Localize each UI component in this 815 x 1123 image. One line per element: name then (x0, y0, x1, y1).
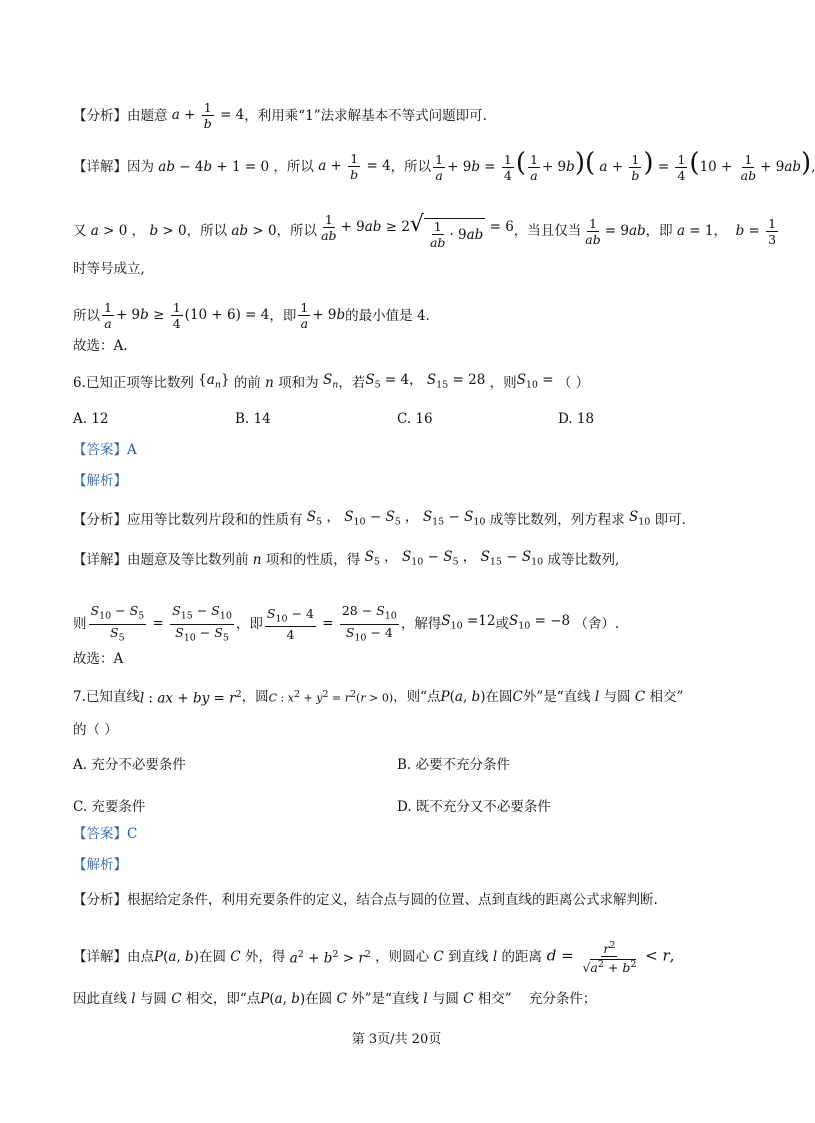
equation-6: 则 $\frac{S_{10} - S_5}{S_5}$ = $\frac{S_{15} - S_{10}}{S_{10} - S_5}$ ，即 $\frac{S_{10} - 4}{4}$ = $\frac{28 - S_{10}}{S_{10} - 4}$ ，解得 $S_{10} =12$ 或 $S_{10} = -8$ （舍）. (73, 603, 620, 643)
detail-line-4: 所以 $\frac{1}{a}$ + 9b ≥ $\frac{1}{4}$ (10 + 6) = 4 ，即 $\frac{1}{a}$ + 9b 的最小值是 4. (73, 300, 430, 331)
detail-line-2: 又 a > 0 ， b > 0 ，所以 ab > 0 ，所以 $\frac{1}{ab}$ + 9ab ≥ 2√ $\frac{1}{ab}$ · 9 ab = 6 ，当且仅当 $\frac{1}{ab}$ = 9ab ，即 a = 1 ， b = $\frac{1}{3}$ (73, 212, 780, 250)
math-expr: $S_5 = 4$， $S_{15} = 28$ (365, 372, 490, 391)
math-expr: $\frac{1}{ab}$ + 9ab ≥ 2√ $\frac{1}{ab}$ · 9 ab = 6 (321, 212, 514, 250)
analysis-6: 【分析】 应用等比数列片段和的性质有 $S_5$ ， $S_{10} - S_5$ ， $S_{15} - S_{10}$ 成等比数列，列方程求 $S_{10}$ 即可. (73, 508, 686, 532)
math-expr: $\frac{1}{a}$ + 9b (300, 300, 346, 331)
math-expr: $S_{10}$ = (516, 372, 558, 391)
answer-7: 【答案】C (73, 826, 138, 842)
detail-line-3: 时等号成立, (73, 261, 145, 277)
option-d: D. 既不充分又不必要条件 (397, 799, 551, 815)
math-expr: a > 0 (90, 223, 132, 239)
question-7-cont: 的（ ） (73, 722, 118, 738)
option-d: D. 18 (558, 411, 595, 427)
analysis-7: 【分析】 根据给定条件，利用充要条件的定义，结合点与圆的位置、点到直线的距离公式求解判断. (73, 892, 658, 908)
math-expr: b = $\frac{1}{3}$ (735, 215, 777, 247)
select-answer-5: 故选：A. (73, 338, 128, 354)
math-expr: $\frac{S_{10} - S_5}{S_5}$ = $\frac{S_{15} - S_{10}}{S_{10} - S_5}$ (90, 603, 232, 643)
jiexi-7: 【解析】 (73, 857, 127, 873)
analysis-line-1: 【分析】 由题意 a + $\frac{1}{b}$ = 4 ，利用乘“1”法求解基本不等式问题即可. (73, 100, 487, 131)
math-expr: a + $\frac{1}{b}$ = 4 (171, 100, 245, 131)
question-7: 7. 已知直线 l : ax + by = $r^2$ ，圆 C : $x^2 + y^2 = r^2(r > 0)$ ，则“点 P(a, b) 在圆 C 外”是“直线 l 与圆 C 相交” (73, 686, 683, 708)
math-expr: l : ax + by = $r^2$ (139, 689, 242, 707)
math-expr: P(a, b) (260, 991, 306, 1007)
math-expr: $S_{10} = -8$ (508, 613, 575, 632)
math-expr: P(a, b) (154, 948, 199, 965)
math-expr: $\frac{1}{a}$ + 9b ≥ $\frac{1}{4}$ (10 + 6) = 4 (104, 300, 270, 331)
math-expr: ab − 4b + 1 = 0 (158, 158, 274, 175)
detail-6: 【详解】 由题意及等比数列前 n 项和的性质，得 $S_5$ ， $S_{10} - S_5$ ， $S_{15} - S_{10}$ 成等比数列, (73, 548, 619, 572)
page-footer: 第 3页/共 20页 (351, 1032, 442, 1047)
math-expr: a + $\frac{1}{b}$ = 4 (318, 151, 391, 182)
math-expr: $S_5$ ， $S_{10} - S_5$ ， $S_{15} - S_{10}$ (306, 509, 486, 528)
math-expr: $a^2 + b^2 > r^2$ (289, 948, 371, 967)
math-expr: a = 1 (676, 223, 714, 239)
option-a: A. 12 (73, 411, 109, 427)
jiexi-6: 【解析】 (73, 473, 127, 489)
option-c: C. 16 (397, 411, 433, 427)
math-expr: $\frac{1}{ab}$ = 9ab (585, 215, 646, 247)
detail-line-1: 【详解】 因为 ab − 4b + 1 = 0 ，所以 a + $\frac{1}{b}$ = 4 ，所以 $\frac{1}{a}$ + 9b = $\frac{1}{4}$ ( $\frac{1}{a}$ + 9b)( a + $\frac{1}{b}$ ) = $\frac{1}{4}$ (10 + $\frac{1}{ab}$ + 9ab) (73, 150, 815, 183)
option-b: B. 必要不充分条件 (397, 757, 511, 773)
math-expr: d = $\frac{r^2}{√a^2 + b^2}$ < r, (546, 940, 675, 976)
math-expr: $\frac{S_{10} - 4}{4}$ = $\frac{28 - S_{10}}{S_{10} - 4}$ (266, 603, 397, 643)
math-expr: $\frac{1}{a}$ + 9b = $\frac{1}{4}$ ( $\frac{1}{a}$ + 9b)( a + $\frac{1}{b}$ ) = $\frac{1}{4}$ (10 + $\frac{1}{ab}$ + 9ab) (435, 148, 812, 183)
select-answer-6: 故选：A (73, 651, 124, 667)
analysis-tag: 【分析】 (73, 107, 127, 124)
question-6: 6. 已知正项等比数列 $\{a_n\}$ 的前 n 项和为 $S_n$ ，若 $S_5 = 4$， $S_{15} = 28$ ，则 $S_{10}$ = （ ） (73, 371, 589, 395)
math-expr: $S_n$ (322, 372, 339, 391)
math-expr: $\{a_n\}$ (193, 372, 234, 391)
math-expr: ab > 0 (231, 223, 277, 239)
option-a: A. 充分不必要条件 (73, 757, 186, 773)
math-expr: $S_5$ ， $S_{10} - S_5$ ， $S_{15} - S_{10}$ (364, 549, 544, 568)
answer-6: 【答案】A (73, 442, 137, 458)
conclusion-7: 因此直线 l 与圆 C 相交，即“点 P(a, b) 在圆 C 外”是“直线 l 与圆 C 相交” 充分条件； (73, 991, 597, 1007)
option-c: C. 充要条件 (73, 799, 146, 815)
option-b: B. 14 (235, 411, 271, 427)
math-expr: P(a, b) (440, 688, 486, 705)
detail-7: 【详解】 由点 P(a, b) 在圆 C 外，得 $a^2 + b^2 > r^2$ ，则圆心 C 到直线 l 的距离 d = $\frac{r^2}{√a^2 + b^2}$ < r, (73, 940, 675, 976)
math-expr: b > 0 (149, 223, 187, 239)
math-expr: $S_{10}$ (629, 509, 651, 528)
detail-tag: 【详解】 (73, 158, 127, 175)
math-expr: $S_{10} =12$ (441, 613, 496, 632)
math-expr: C : $x^2 + y^2 = r^2(r > 0)$ (268, 689, 394, 705)
